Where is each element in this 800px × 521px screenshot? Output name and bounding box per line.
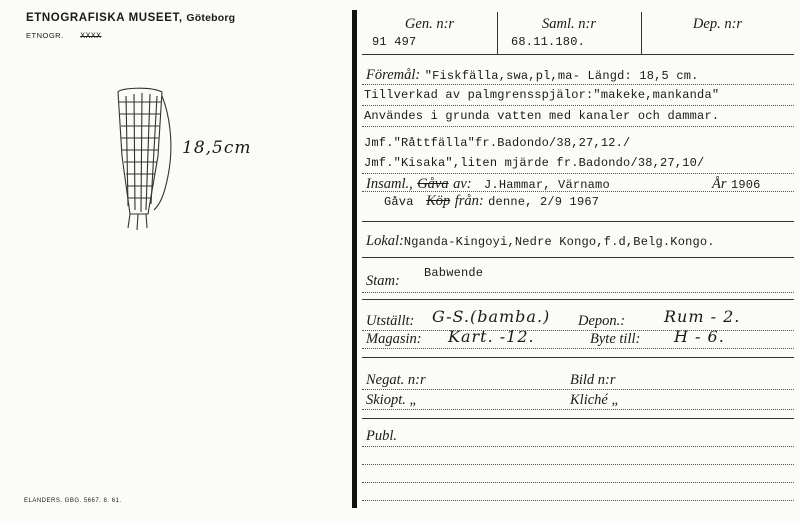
rule-publ-4 bbox=[362, 500, 794, 501]
insaml-av-label: av: bbox=[453, 176, 472, 192]
magasin-label: Magasin: bbox=[366, 331, 422, 347]
foremal-line1: "Fiskfälla,swa,pl,ma- Längd: 18,5 cm. bbox=[424, 69, 699, 83]
rule-publ-3 bbox=[362, 482, 794, 483]
lokal-row bbox=[366, 232, 715, 250]
foremal-line2: Tillverkad av palmgrensspjälor:"makeke,mankanda" bbox=[364, 88, 720, 102]
rule-negat bbox=[362, 389, 794, 390]
saml-label: Saml. n:r bbox=[542, 16, 596, 32]
rule-lokal bbox=[362, 257, 794, 258]
bild-label: Bild n:r bbox=[570, 372, 616, 388]
insaml-collector: J.Hammar, Värnamo bbox=[484, 178, 610, 192]
negat-label: Negat. n:r bbox=[366, 372, 426, 388]
insaml-source: denne, 2/9 1967 bbox=[488, 195, 600, 209]
rule-insaml bbox=[362, 191, 794, 192]
jmf-line1: Jmf."Råttfälla"fr.Badondo/38,27,12./ bbox=[364, 136, 631, 150]
rule-skiopt bbox=[362, 409, 794, 410]
rule-placement bbox=[362, 357, 794, 358]
foremal-line3: Användes i grunda vatten med kanaler och dammar. bbox=[364, 109, 720, 123]
etnogr-value: XXXX bbox=[80, 32, 102, 41]
sketch-measure bbox=[182, 138, 252, 158]
rule-insaml-end bbox=[362, 221, 794, 222]
stam-value: Babwende bbox=[424, 266, 484, 280]
rule-jmf bbox=[362, 173, 794, 174]
saml-value: 68.11.180. bbox=[511, 35, 586, 49]
gen-value: 91 497 bbox=[372, 35, 417, 49]
insaml-fran-label: från: bbox=[454, 193, 484, 209]
museum-name: ETNOGRAFISKA MUSEET, bbox=[26, 12, 183, 24]
kliche-label: Kliché „ bbox=[570, 392, 620, 408]
rule-foremal-3 bbox=[362, 126, 794, 127]
museum-header bbox=[26, 12, 235, 24]
rule-foremal-1 bbox=[362, 84, 794, 85]
insaml-gava-label: Gåva bbox=[417, 176, 449, 192]
skiopt-label: Skiopt. „ bbox=[366, 392, 418, 408]
gen-label: Gen. n:r bbox=[404, 16, 455, 32]
rule-utstallt bbox=[362, 330, 794, 331]
rule-header bbox=[362, 54, 794, 55]
insaml-ar-label: År bbox=[712, 176, 727, 192]
utstallt-label: Utställt: bbox=[366, 313, 415, 329]
rule-foremal-2 bbox=[362, 105, 794, 106]
rule-magasin bbox=[362, 348, 794, 349]
lokal-value: Nganda-Kingoyi,Nedre Kongo,f.d,Belg.Kongo. bbox=[403, 235, 715, 249]
depon-value: Rum - 2. bbox=[664, 307, 741, 326]
foremal-row bbox=[366, 66, 699, 84]
dep-label: Dep. n:r bbox=[692, 16, 743, 32]
etnogr-label: ETNOGR. bbox=[26, 31, 64, 40]
byte-label: Byte till: bbox=[590, 331, 641, 347]
card-divider bbox=[352, 10, 357, 508]
depon-label: Depon.: bbox=[578, 313, 626, 329]
byte-value: H - 6. bbox=[674, 327, 725, 346]
rule-photo bbox=[362, 418, 794, 419]
insaml-year: 1906 bbox=[730, 178, 761, 192]
museum-city: Göteborg bbox=[186, 12, 236, 24]
rule-stam-dot bbox=[362, 292, 794, 293]
insaml-label: Insaml., bbox=[366, 176, 413, 192]
printer-mark: ELANDERS. GBG. 5667. 8. 61. bbox=[24, 498, 122, 504]
basket-trap-sketch bbox=[100, 86, 190, 236]
lokal-label: Lokal: bbox=[366, 233, 404, 249]
insaml-source-row bbox=[384, 192, 599, 210]
insaml-gava-typed: Gåva bbox=[384, 195, 414, 209]
utstallt-value: G-S.(bamba.) bbox=[432, 307, 551, 326]
measure-text: 18,5cm bbox=[182, 138, 252, 158]
insaml-kop-label: Köp bbox=[426, 193, 451, 209]
foremal-label: Föremål: bbox=[366, 67, 421, 83]
jmf-line2: Jmf."Kisaka",liten mjärde fr.Badondo/38,27,10/ bbox=[364, 156, 705, 170]
publ-label: Publ. bbox=[366, 428, 398, 444]
stam-label: Stam: bbox=[366, 273, 400, 289]
rule-stam bbox=[362, 299, 794, 300]
magasin-value: Kart. -12. bbox=[448, 327, 535, 346]
rule-publ-2 bbox=[362, 464, 794, 465]
rule-publ-1 bbox=[362, 446, 794, 447]
etnogr-row bbox=[26, 31, 101, 41]
